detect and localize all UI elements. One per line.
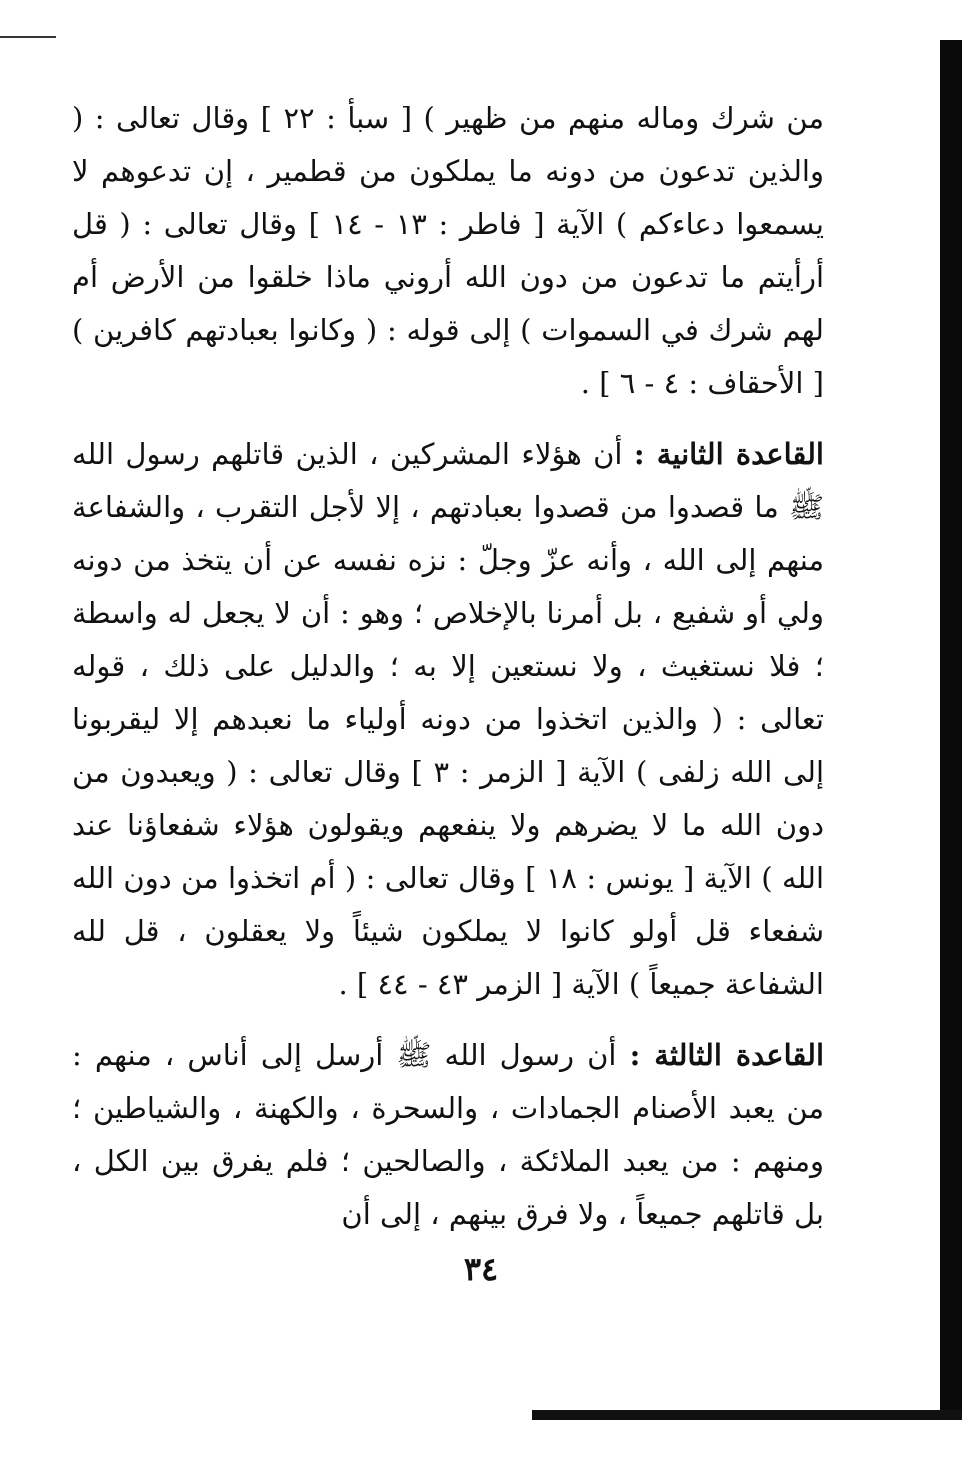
paragraph-continuation [72, 92, 824, 410]
paragraph-rule-two [72, 428, 824, 1011]
paragraph-rule-three [72, 1029, 824, 1241]
scan-bottom-edge [532, 1410, 962, 1420]
scan-edge-mark [0, 36, 56, 38]
page-body [72, 92, 824, 1241]
scan-binding-edge [940, 40, 962, 1420]
paragraph-text: من شرك وماله منهم من ظهير ) [ سبأ : ٢٢ ] وقال تعالى : ( والذين تدعون من دونه ما يملكون من قطمير ، إن تدعوهم لا يسمعوا دعاءكم ) الآية [ فاطر : ١٣ - ١٤ ] وقال تعالى : ( قل أرأيتم ما تدعون من دون الله أروني ماذا خلقوا من الأرض أم لهم شرك في السموات ) إلى قوله : ( وكانوا بعبادتهم كافرين ) [ الأحقاف : ٤ - ٦ ] . [72, 101, 824, 400]
rule-two-heading: القاعدة الثانية : [633, 437, 824, 471]
paragraph-text: أن هؤلاء المشركين ، الذين قاتلهم رسول الله ﷺ ما قصدوا من قصدوا بعبادتهم ، إلا لأجل التقرب ، والشفاعة منهم إلى الله ، وأنه عزّ وجلّ : نزه نفسه عن أن يتخذ من دونه ولي أو شفيع ، بل أمرنا بالإخلاص ؛ وهو : أن لا يجعل له واسطة ؛ فلا نستغيث ، ولا نستعين إلا به ؛ والدليل على ذلك ، قوله تعالى : ( والذين اتخذوا من دونه أولياء ما نعبدهم إلا ليقربونا إلى الله زلفى ) الآية [ الزمر : ٣ ] وقال تعالى : ( ويعبدون من دون الله ما لا يضرهم ولا ينفعهم ويقولون هؤلاء شفعاؤنا عند الله ) الآية [ يونس : ١٨ ] وقال تعالى : ( أم اتخذوا من دون الله شفعاء قل أولو كانوا لا يملكون شيئاً ولا يعقلون ، قل لله الشفاعة جميعاً ) الآية [ الزمر ٤٣ - ٤٤ ] . [72, 437, 825, 1001]
rule-three-heading: القاعدة الثالثة : [629, 1038, 824, 1072]
paragraph-text: أن رسول الله ﷺ أرسل إلى أناس ، منهم : من يعبد الأصنام الجمادات ، والسحرة ، والكهنة ، والشياطين ؛ ومنهم : من يعبد الملائكة ، والصالحين ؛ فلم يفرق بين الكل ، بل قاتلهم جميعاً ، ولا فرق بينهم ، إلى أن [72, 1038, 824, 1231]
page-number: ٣٤ [463, 1250, 499, 1288]
